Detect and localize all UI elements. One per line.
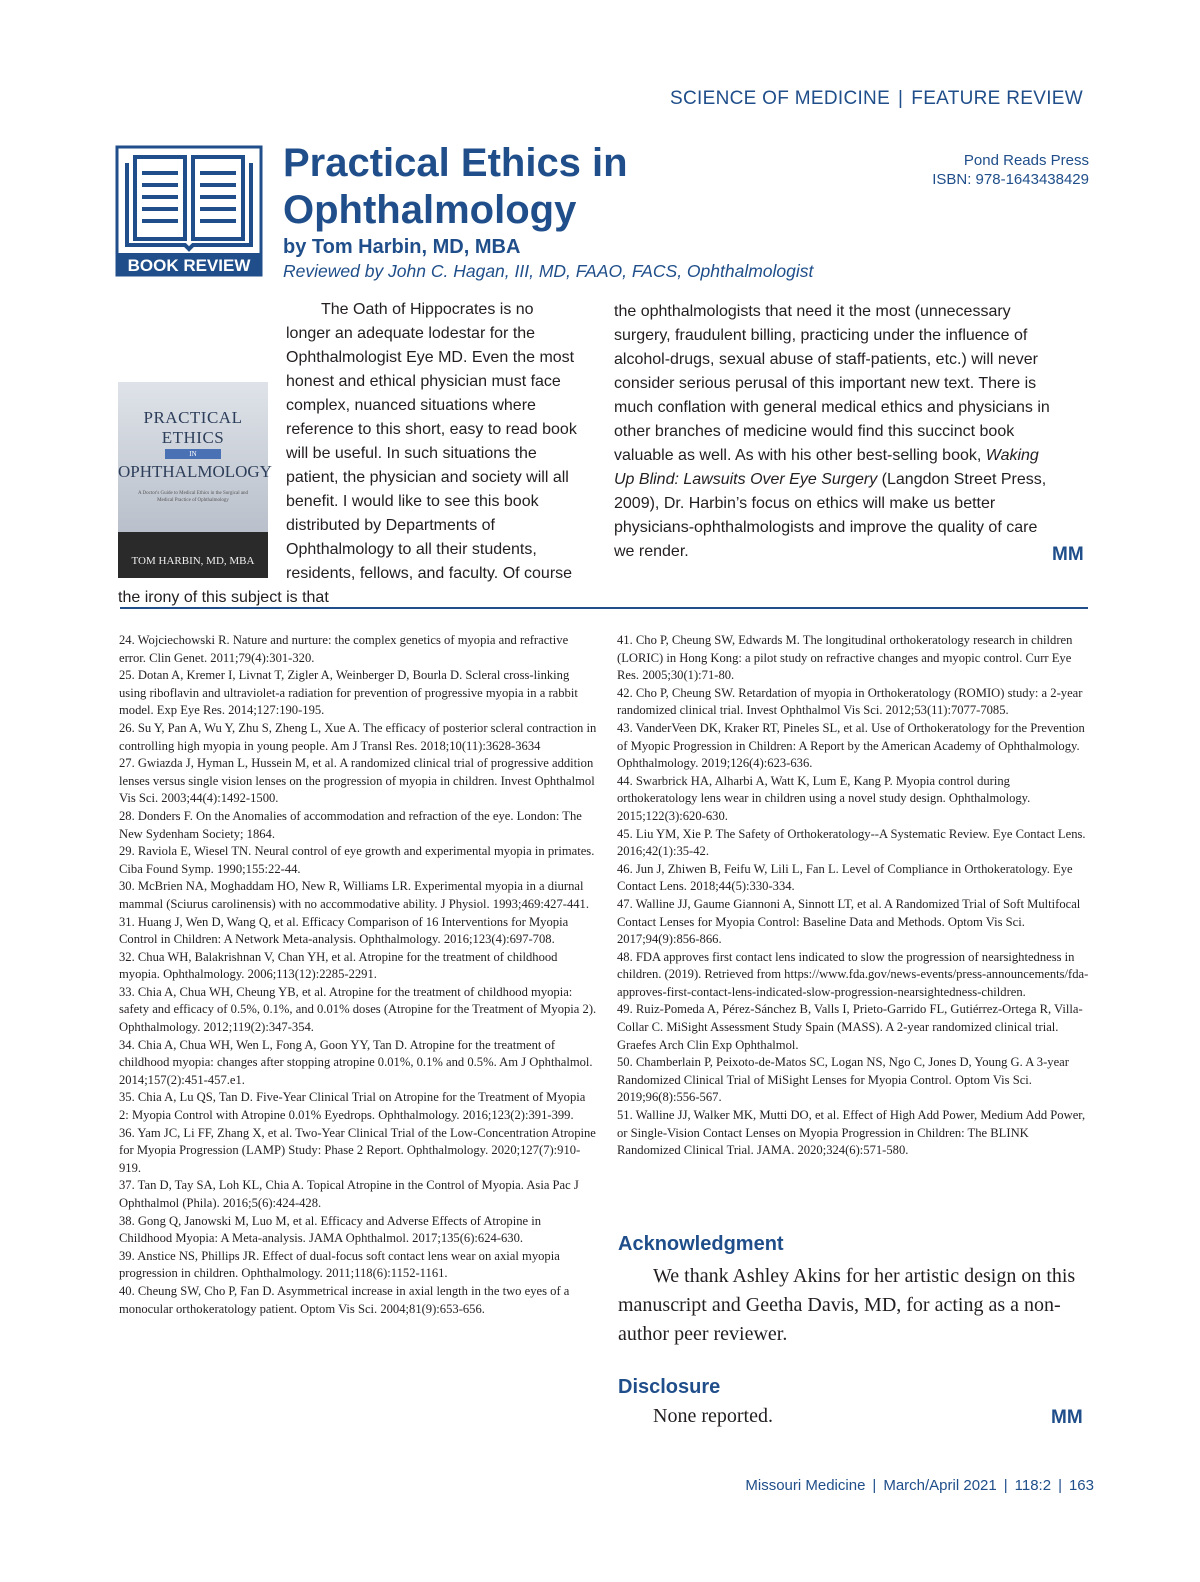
reference-item: 25. Dotan A, Kremer I, Livnat T, Zigler A, Weinberger D, Bourla D. Scleral cross-linking using riboflavin and ultraviolet-a radiation for prevention of progressive myopia in a rabbit model. Exp Eye Res. 2014;127:190-195. [119, 668, 578, 718]
review-body-column-2 [614, 300, 1059, 564]
page-number: 163 [1068, 1477, 1094, 1494]
reference-item: 48. FDA approves first contact lens indicated to slow the progression of nearsightedness in children. (2019). Retrieved from https://www.fda.gov/news-events/press-announcements/fda-approves-first-contact-lens-indicated-slow-progression-nearsightedness-children. [617, 949, 1089, 999]
cover-author: TOM HARBIN, MD, MBA [131, 555, 255, 567]
references-left-column [119, 632, 597, 1318]
acknowledgment-heading: Acknowledgment [618, 1233, 784, 1255]
reference-item: 29. Raviola E, Wiesel TN. Neural control of eye growth and experimental myopia in primates. Ciba Found Symp. 1990;155:22-44. [119, 844, 595, 876]
references-right-column [617, 632, 1089, 1160]
col1-text: The Oath of Hippocrates is no longer an adequate lodestar for the Ophthalmologist Eye MD. Even the most honest and ethical physician must face complex, nuanced situations where reference to this short, easy to read book will be useful. In such situations the patient, the physician and society will all benefit. I would like to see this book distributed by Departments of Ophthalmology to all their students, residents, fellows, and faculty. Of course the irony of this subject is that [118, 301, 577, 606]
page-footer [745, 1477, 1094, 1494]
review-text-column-1 [118, 298, 578, 610]
footer-separator: | [1058, 1477, 1062, 1494]
reference-item: 51. Walline JJ, Walker MK, Mutti DO, et al. Effect of High Add Power, Medium Add Power, or Single-Vision Contact Lenses on Myopia Progression in Children: The BLINK Randomized Clinical Trial. JAMA. 2020;324(6):571-580. [617, 1108, 1086, 1158]
reference-item: 34. Chia A, Chua WH, Wen L, Fong A, Goon YY, Tan D. Atropine for the treatment of childhood myopia: changes after stopping atropine 0.01%, 0.1% and 0.5%. Am J Ophthalmol. 2014;157(2):451-457.e1. [119, 1037, 593, 1087]
publisher-name: Pond Reads Press [963, 152, 1089, 169]
cover-wrap-space [118, 382, 272, 578]
reference-item: 39. Anstice NS, Phillips JR. Effect of dual-focus soft contact lens wear on axial myopia progression in children. Ophthalmology. 2011;118(6):1152-1161. [119, 1248, 560, 1281]
cover-title-line1: PRACTICAL [143, 408, 243, 427]
isbn: ISBN: 978-1643438429 [932, 171, 1089, 188]
journal-name: Missouri Medicine [745, 1477, 866, 1494]
cover-title-line2: ETHICS [161, 428, 225, 447]
reference-item: 28. Donders F. On the Anomalies of accommodation and refraction of the eye. London: The New Sydenham Society; 1864. [119, 808, 582, 841]
cover-title-line3: OPHTHALMOLOGY [118, 462, 272, 481]
acknowledgment-text: We thank Ashley Akins for her artistic design on this manuscript and Geetha Davis, MD, for acting as a non-author peer reviewer. [618, 1265, 1076, 1345]
reference-item: 36. Yam JC, Li FF, Zhang X, et al. Two-Year Clinical Trial of the Low-Concentration Atropine for Myopia Progression (LAMP) Study: Phase 2 Report. Ophthalmology. 2020;127(7):910-919. [119, 1125, 596, 1175]
review-end-mark: MM [1052, 544, 1084, 565]
reference-item: 49. Ruiz-Pomeda A, Pérez-Sánchez B, Valls I, Prieto-Garrido FL, Gutiérrez-Ortega R, Villa-Collar C. MiSight Assessment Study Spain (MASS). A 2-year randomized clinical trial. Graefes Arch Clin Exp Ophthalmol. [617, 1002, 1083, 1052]
reference-item: 44. Swarbrick HA, Alharbi A, Watt K, Lum E, Kang P. Myopia control during orthokeratology lens wear in children using a novel study design. Ophthalmology. 2015;122(3):620-630. [617, 773, 1031, 823]
book-review-badge [115, 145, 263, 277]
reference-item: 43. VanderVeen DK, Kraker RT, Pineles SL, et al. Use of Orthokeratology for the Prevention of Myopic Progression in Children: A Report by the American Academy of Ophthalmology. Ophthalmology. 2019;126(4):623-636. [617, 720, 1085, 771]
reference-item: 35. Chia A, Lu QS, Tan D. Five-Year Clinical Trial on Atropine for the Treatment of Myopia 2: Myopia Control with Atropine 0.01% Eyedrops. Ophthalmology. 2016;123(2):391-399. [119, 1090, 586, 1123]
section-label: SCIENCE OF MEDICINE [670, 88, 891, 109]
footer-separator: | [1003, 1477, 1008, 1494]
reviewer-line: Reviewed by John C. Hagan, III, MD, FAAO, FACS, Ophthalmologist [283, 261, 814, 281]
reference-item: 24. Wojciechowski R. Nature and nurture: the complex genetics of myopia and refractive error. Clin Genet. 2011;79(4):301-320. [119, 633, 569, 665]
open-book-icon [115, 145, 263, 277]
reference-item: 31. Huang J, Wen D, Wang Q, et al. Efficacy Comparison of 16 Interventions for Myopia Control in Children: A Network Meta-analysis. Ophthalmology. 2016;123(4):697-708. [119, 914, 569, 947]
subsection-label: FEATURE REVIEW [911, 88, 1083, 109]
cover-subtitle: A Doctor's Guide to Medical Ethics in the Surgical and Medical Practice of Ophthalmology [137, 491, 249, 503]
publisher-info [932, 151, 1089, 189]
reference-item: 50. Chamberlain P, Peixoto-de-Matos SC, Logan NS, Ngo C, Jones D, Young G. A 3-year Randomized Clinical Trial of MiSight Lenses for Myopia Control. Optom Vis Sci. 2019;96(8):556-567. [617, 1055, 1069, 1105]
reference-item: 42. Cho P, Cheung SW. Retardation of myopia in Orthokeratology (ROMIO) study: a 2-year randomized clinical trial. Invest Ophthalmol Vis Sci. 2012;53(11):7077-7085. [617, 685, 1083, 718]
reference-item: 32. Chua WH, Balakrishnan V, Chan YH, et al. Atropine for the treatment of childhood myopia. Ophthalmology. 2006;113(12):2285-2291. [119, 949, 558, 982]
col2-book-title: Waking Up Blind: Lawsuits Over Eye Surgery [614, 447, 1039, 488]
volume-issue: 118:2 [1014, 1477, 1052, 1494]
badge-label: BOOK REVIEW [127, 256, 251, 275]
reference-item: 26. Su Y, Pan A, Wu Y, Zhu S, Zheng L, Xue A. The efficacy of posterior scleral contraction in controlling high myopia in young people. Am J Transl Res. 2018;10(11):3628-3634 [119, 720, 597, 753]
reference-item: 41. Cho P, Cheung SW, Edwards M. The longitudinal orthokeratology research in children (LORIC) in Hong Kong: a pilot study on refractive changes and myopic control. Curr Eye Res. 2005;30(1):71-80. [617, 633, 1073, 683]
col2-text-before: the ophthalmologists that need it the most (unnecessary surgery, fraudulent billing, practicing under the influence of alcohol-drugs, sexual abuse of staff-patients, etc.) will never consider serious perusal of this important new text. There is much conflation with general medical ethics and physicians in other branches of medicine would find this succinct book valuable as well. As with his other best-selling book, [614, 303, 1050, 464]
disclosure-end-mark: MM [1051, 1407, 1083, 1428]
reference-item: 37. Tan D, Tay SA, Loh KL, Chia A. Topical Atropine in the Control of Myopia. Asia Pac J Ophthalmol (Phila). 2016;5(6):424-428. [119, 1178, 579, 1210]
disclosure-text: None reported. [653, 1405, 773, 1427]
header-separator: | [898, 88, 904, 109]
book-author: by Tom Harbin, MD, MBA [283, 236, 521, 258]
col2-text-after: (Langdon Street Press, 2009), Dr. Harbin’s focus on ethics will make us better physicians-ophthalmologists and improve the quality of care we render. [614, 471, 1047, 560]
reference-item: 45. Liu YM, Xie P. The Safety of Orthokeratology--A Systematic Review. Eye Contact Lens. 2016;42(1):35-42. [617, 826, 1086, 859]
reference-item: 27. Gwiazda J, Hyman L, Hussein M, et al. A randomized clinical trial of progressive addition lenses versus single vision lenses on the progression of myopia in children. Invest Ophthalmol Vis Sci. 2003;44(4):1492-1500. [119, 756, 595, 806]
disclosure-heading: Disclosure [618, 1376, 721, 1398]
reference-item: 38. Gong Q, Janowski M, Luo M, et al. Efficacy and Adverse Effects of Atropine in Childhood Myopia: A Meta-analysis. JAMA Ophthalmol. 2017;135(6):624-630. [119, 1213, 542, 1246]
reference-item: 30. McBrien NA, Moghaddam HO, New R, Williams LR. Experimental myopia in a diurnal mammal (Sciurus carolinensis) with no accommodative ability. J Physiol. 1993;469:427-441. [119, 879, 589, 911]
review-title: Practical Ethics in Ophthalmology [283, 141, 628, 232]
issue-date: March/April 2021 [883, 1477, 997, 1494]
cover-title-in: IN [165, 449, 221, 459]
reference-item: 47. Walline JJ, Gaume Giannoni A, Sinnott LT, et al. A Randomized Trial of Soft Multifocal Contact Lenses for Myopia Control: Baseline Data and Methods. Optom Vis Sci. 2017;94(9):856-866. [617, 896, 1081, 947]
reference-item: 33. Chia A, Chua WH, Cheung YB, et al. Atropine for the treatment of childhood myopia: safety and efficacy of 0.5%, 0.1%, and 0.01% doses (Atropine for the Treatment of Myopia 2). Ophthalmology. 2012;119(2):347-354. [119, 984, 597, 1035]
section-header [670, 88, 1083, 110]
book-cover-image [118, 382, 272, 578]
section-divider [120, 607, 1088, 609]
reference-item: 46. Jun J, Zhiwen B, Feifu W, Lili L, Fan L. Level of Compliance in Orthokeratology. Eye Contact Lens. 2018;44(5):330-334. [617, 861, 1073, 894]
footer-separator: | [872, 1477, 877, 1494]
reference-item: 40. Cheung SW, Cho P, Fan D. Asymmetrical increase in axial length in the two eyes of a monocular orthokeratology patient. Optom Vis Sci. 2004;81(9):653-656. [119, 1283, 570, 1316]
